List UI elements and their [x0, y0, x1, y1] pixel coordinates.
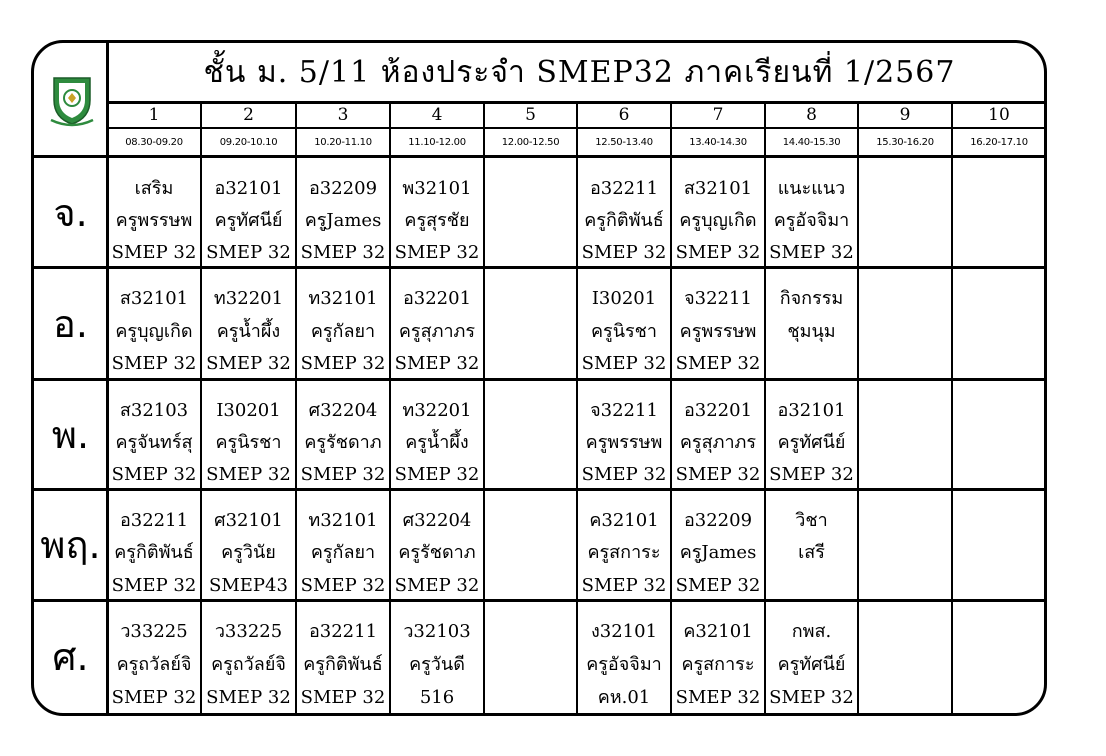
- timetable-slot: [390, 267, 484, 379]
- subject-code: [484, 281, 577, 314]
- room-name: SMEP 32: [300, 574, 386, 596]
- room-name: SMEP 32: [581, 464, 667, 485]
- room-name: [858, 346, 952, 379]
- period-time: 12.00-12.50: [501, 136, 560, 148]
- room-name: [484, 346, 577, 379]
- subject-code: [484, 171, 577, 203]
- subject-code: อ32211: [119, 510, 189, 531]
- day-label: ศ.: [52, 635, 89, 679]
- timetable-slot: [671, 489, 765, 600]
- timetable-slot: [952, 267, 1046, 379]
- subject-code: อ32101: [214, 178, 283, 199]
- day-label: อ.: [53, 301, 88, 346]
- teacher-name: [858, 535, 952, 567]
- timetable-slot: [858, 267, 952, 379]
- subject-code: ค32101: [683, 621, 753, 642]
- room-name: [484, 568, 577, 600]
- teacher-name: [952, 314, 1046, 347]
- subject-code: [858, 281, 952, 314]
- period-time: 15.30-16.20: [876, 136, 934, 148]
- teacher-name: [484, 314, 577, 347]
- room-name: [484, 457, 577, 489]
- period-number: 4: [431, 105, 443, 125]
- subject-code: อ32101: [777, 400, 846, 421]
- teacher-name: [484, 535, 577, 567]
- subject-code: [484, 503, 577, 535]
- room-name: SMEP 32: [581, 353, 667, 375]
- room-name: SMEP 32: [206, 464, 291, 485]
- timetable-slot: [201, 600, 296, 713]
- page-title: ชั้น ม. 5/11 ห้องประจำ SMEP32 ภาคเรียนที่ 1/2567: [203, 54, 956, 90]
- room-name: [952, 235, 1046, 267]
- timetable-slot: [952, 379, 1046, 489]
- timetable-slot: [671, 600, 765, 713]
- timetable-slot: [296, 379, 390, 489]
- timetable-slot: [296, 489, 390, 600]
- teacher-name: ครูอัจจิมา: [773, 210, 850, 231]
- room-name: SMEP 32: [206, 242, 291, 263]
- period-number: 7: [712, 105, 724, 125]
- subject-code: [858, 171, 952, 203]
- subject-code: เสริม: [134, 178, 174, 199]
- subject-code: [952, 614, 1046, 647]
- period-time: 12.50-13.40: [595, 136, 653, 148]
- subject-code: พ32101: [402, 178, 472, 199]
- teacher-name: ครูกิติพันธ์: [303, 654, 383, 675]
- subject-code: อ32211: [589, 178, 659, 199]
- period-number: 6: [618, 105, 630, 125]
- teacher-name: ครูน้ำผึ้ง: [216, 320, 281, 342]
- period-number: 3: [337, 105, 349, 125]
- period-time: 16.20-17.10: [970, 136, 1028, 148]
- room-name: SMEP 32: [300, 687, 386, 708]
- timetable-slot: [858, 489, 952, 600]
- room-name: [484, 235, 577, 267]
- teacher-name: ครูJames: [679, 542, 757, 564]
- teacher-name: ครูพรรษพ: [115, 210, 193, 231]
- subject-code: ค32101: [589, 510, 659, 531]
- teacher-name: ครูกิติพันธ์: [114, 542, 194, 564]
- timetable-slot: [201, 489, 296, 600]
- subject-code: กิจกรรม: [779, 288, 844, 309]
- school-crest-icon: [34, 43, 109, 158]
- room-name: SMEP 32: [300, 353, 386, 375]
- teacher-name: ครูบุญเกิด: [679, 210, 757, 231]
- period-number: 2: [243, 105, 254, 125]
- subject-code: [952, 393, 1046, 425]
- subject-code: อ32211: [308, 621, 378, 642]
- timetable-slot: [577, 379, 671, 489]
- room-name: [858, 457, 952, 489]
- teacher-name: [858, 203, 952, 235]
- room-name: SMEP 32: [675, 242, 761, 263]
- room-name: SMEP 32: [394, 574, 480, 596]
- teacher-name: ครูบุญเกิด: [115, 320, 193, 342]
- teacher-name: ครูกิติพันธ์: [584, 210, 664, 231]
- timetable-slot: [952, 489, 1046, 600]
- teacher-name: ครูรัชดาภ: [398, 542, 476, 564]
- subject-code: I30201: [591, 288, 657, 309]
- timetable-slot: [390, 600, 484, 713]
- teacher-name: ครูนิรชา: [215, 432, 282, 453]
- subject-code: ศ32204: [402, 510, 472, 531]
- subject-code: ท32101: [308, 510, 378, 531]
- room-name: SMEP 32: [581, 574, 667, 596]
- period-number: 1: [148, 105, 160, 125]
- room-name: [952, 680, 1046, 713]
- teacher-name: ครูพรรษพ: [679, 320, 757, 342]
- subject-code: ว33225: [120, 621, 188, 642]
- timetable: [31, 40, 1047, 716]
- period-time: 08.30-09.20: [125, 136, 183, 148]
- room-name: คห.01: [597, 687, 651, 708]
- timetable-slot: [765, 489, 858, 600]
- subject-code: [858, 393, 952, 425]
- teacher-name: ครูวินัย: [221, 542, 276, 564]
- timetable-slot: [296, 157, 390, 267]
- teacher-name: [484, 425, 577, 457]
- teacher-name: ครูรัชดาภ: [304, 432, 382, 453]
- day-label: พฤ.: [40, 523, 101, 567]
- room-name: SMEP 32: [769, 687, 854, 708]
- teacher-name: [484, 203, 577, 235]
- room-name: [765, 568, 858, 600]
- subject-code: อ32209: [308, 178, 378, 199]
- room-name: [858, 568, 952, 600]
- subject-code: ศ32204: [308, 400, 378, 421]
- timetable-slot: [107, 379, 201, 489]
- room-name: 516: [419, 687, 455, 708]
- teacher-name: [952, 535, 1046, 567]
- subject-code: ว32103: [403, 621, 471, 642]
- room-name: SMEP 32: [769, 242, 854, 263]
- subject-code: I30201: [216, 400, 281, 421]
- subject-code: แนะแนว: [777, 178, 846, 199]
- period-time: 13.40-14.30: [689, 136, 747, 148]
- period-time: 09.20-10.10: [219, 136, 278, 148]
- teacher-name: ครูจันทร์สุ: [115, 432, 193, 453]
- timetable-slot: [390, 157, 484, 267]
- room-name: SMEP 32: [111, 464, 197, 485]
- room-name: [858, 680, 952, 713]
- timetable-slot: [952, 600, 1046, 713]
- timetable-slot: [107, 489, 201, 600]
- timetable-slot: [484, 157, 577, 267]
- room-name: SMEP43: [209, 574, 288, 596]
- timetable-slot: [296, 267, 390, 379]
- timetable-slot: [201, 267, 296, 379]
- subject-code: [858, 614, 952, 647]
- teacher-name: ครูวันดี: [409, 654, 465, 675]
- timetable-slot: [484, 600, 577, 713]
- teacher-name: ครูสุภาภร: [398, 320, 476, 342]
- subject-code: จ32211: [684, 288, 752, 309]
- teacher-name: ชุมนุม: [787, 320, 836, 342]
- subject-code: อ32209: [683, 510, 753, 531]
- timetable-slot: [577, 489, 671, 600]
- room-name: [952, 457, 1046, 489]
- teacher-name: ครูสการะ: [587, 542, 661, 564]
- teacher-name: ครูทัศนีย์: [214, 210, 283, 231]
- room-name: SMEP 32: [581, 242, 667, 263]
- timetable-slot: [671, 267, 765, 379]
- room-name: SMEP 32: [394, 353, 480, 375]
- subject-code: อ32201: [402, 288, 472, 309]
- timetable-slot: [671, 157, 765, 267]
- timetable-slot: [858, 157, 952, 267]
- subject-code: ท32201: [402, 400, 472, 421]
- room-name: SMEP 32: [111, 574, 197, 596]
- room-name: SMEP 32: [111, 353, 197, 375]
- day-label: จ.: [53, 190, 88, 235]
- subject-code: [484, 614, 577, 647]
- timetable-slot: [107, 600, 201, 713]
- teacher-name: ครูน้ำผึ้ง: [405, 432, 469, 453]
- subject-code: จ32211: [590, 400, 658, 421]
- teacher-name: ครูพรรษพ: [585, 432, 663, 453]
- timetable-slot: [577, 267, 671, 379]
- timetable-slot: [484, 379, 577, 489]
- room-name: [952, 346, 1046, 379]
- room-name: SMEP 32: [111, 687, 197, 708]
- room-name: SMEP 32: [394, 242, 480, 263]
- subject-code: ส32101: [683, 178, 753, 199]
- subject-code: [952, 281, 1046, 314]
- timetable-slot: [484, 267, 577, 379]
- subject-code: อ32201: [683, 400, 753, 421]
- period-time: 10.20-11.10: [314, 136, 372, 148]
- subject-code: ศ32101: [214, 510, 283, 531]
- timetable-slot: [296, 600, 390, 713]
- room-name: SMEP 32: [675, 687, 761, 708]
- period-number: 5: [525, 105, 536, 125]
- timetable-slot: [107, 157, 201, 267]
- subject-code: วิชา: [795, 510, 828, 531]
- timetable-slot: [765, 600, 858, 713]
- subject-code: [858, 503, 952, 535]
- subject-code: ส32101: [119, 288, 189, 309]
- teacher-name: ครูอัจจิมา: [586, 654, 662, 675]
- room-name: [765, 346, 858, 379]
- teacher-name: ครูสุรชัย: [404, 210, 470, 231]
- subject-code: [484, 393, 577, 425]
- teacher-name: [952, 203, 1046, 235]
- timetable-slot: [577, 600, 671, 713]
- teacher-name: ครูสการะ: [681, 654, 755, 675]
- subject-code: ท32201: [213, 288, 284, 309]
- teacher-name: ครูกัลยา: [310, 320, 376, 342]
- timetable-slot: [107, 267, 201, 379]
- room-name: [484, 680, 577, 713]
- timetable-slot: [952, 157, 1046, 267]
- room-name: SMEP 32: [300, 242, 386, 263]
- timetable-slot: [765, 157, 858, 267]
- room-name: SMEP 32: [675, 353, 761, 375]
- room-name: SMEP 32: [675, 574, 761, 596]
- room-name: SMEP 32: [111, 242, 197, 263]
- period-time: 11.10-12.00: [408, 136, 466, 148]
- teacher-name: [484, 647, 577, 680]
- day-label: พ.: [51, 412, 90, 457]
- room-name: SMEP 32: [769, 464, 854, 485]
- timetable-slot: [765, 267, 858, 379]
- timetable-slot: [858, 600, 952, 713]
- room-name: SMEP 32: [206, 353, 291, 375]
- timetable-slot: [390, 379, 484, 489]
- room-name: SMEP 32: [394, 464, 480, 485]
- period-number: 10: [988, 105, 1010, 125]
- timetable-slot: [201, 379, 296, 489]
- timetable-slot: [577, 157, 671, 267]
- teacher-name: ครูถวัลย์จิ: [116, 654, 192, 675]
- subject-code: ท32101: [308, 288, 378, 309]
- subject-code: [952, 503, 1046, 535]
- subject-code: ง32101: [590, 621, 658, 642]
- subject-code: [952, 171, 1046, 203]
- timetable-slot: [671, 379, 765, 489]
- room-name: [952, 568, 1046, 600]
- teacher-name: [952, 425, 1046, 457]
- teacher-name: เสรี: [798, 542, 825, 564]
- teacher-name: ครูJames: [304, 210, 382, 231]
- subject-code: ว33225: [214, 621, 283, 642]
- subject-code: ส32103: [119, 400, 189, 421]
- timetable-slot: [765, 379, 858, 489]
- teacher-name: ครูทัศนีย์: [777, 432, 846, 453]
- period-time: 14.40-15.30: [782, 136, 841, 148]
- teacher-name: [858, 647, 952, 680]
- teacher-name: ครูทัศนีย์: [777, 654, 846, 675]
- room-name: SMEP 32: [300, 464, 386, 485]
- teacher-name: ครูสุภาภร: [679, 432, 757, 453]
- teacher-name: ครูถวัลย์จิ: [211, 654, 286, 675]
- timetable-slot: [390, 489, 484, 600]
- room-name: [858, 235, 952, 267]
- teacher-name: ครูกัลยา: [310, 542, 376, 564]
- room-name: SMEP 32: [206, 687, 291, 708]
- teacher-name: ครูนิรชา: [590, 320, 657, 342]
- timetable-slot: [484, 489, 577, 600]
- timetable-slot: [201, 157, 296, 267]
- subject-code: กพส.: [791, 621, 832, 642]
- teacher-name: [858, 314, 952, 347]
- timetable-slot: [858, 379, 952, 489]
- teacher-name: [858, 425, 952, 457]
- period-number: 8: [806, 105, 817, 125]
- teacher-name: [952, 647, 1046, 680]
- period-number: 9: [899, 105, 911, 125]
- room-name: SMEP 32: [675, 464, 761, 485]
